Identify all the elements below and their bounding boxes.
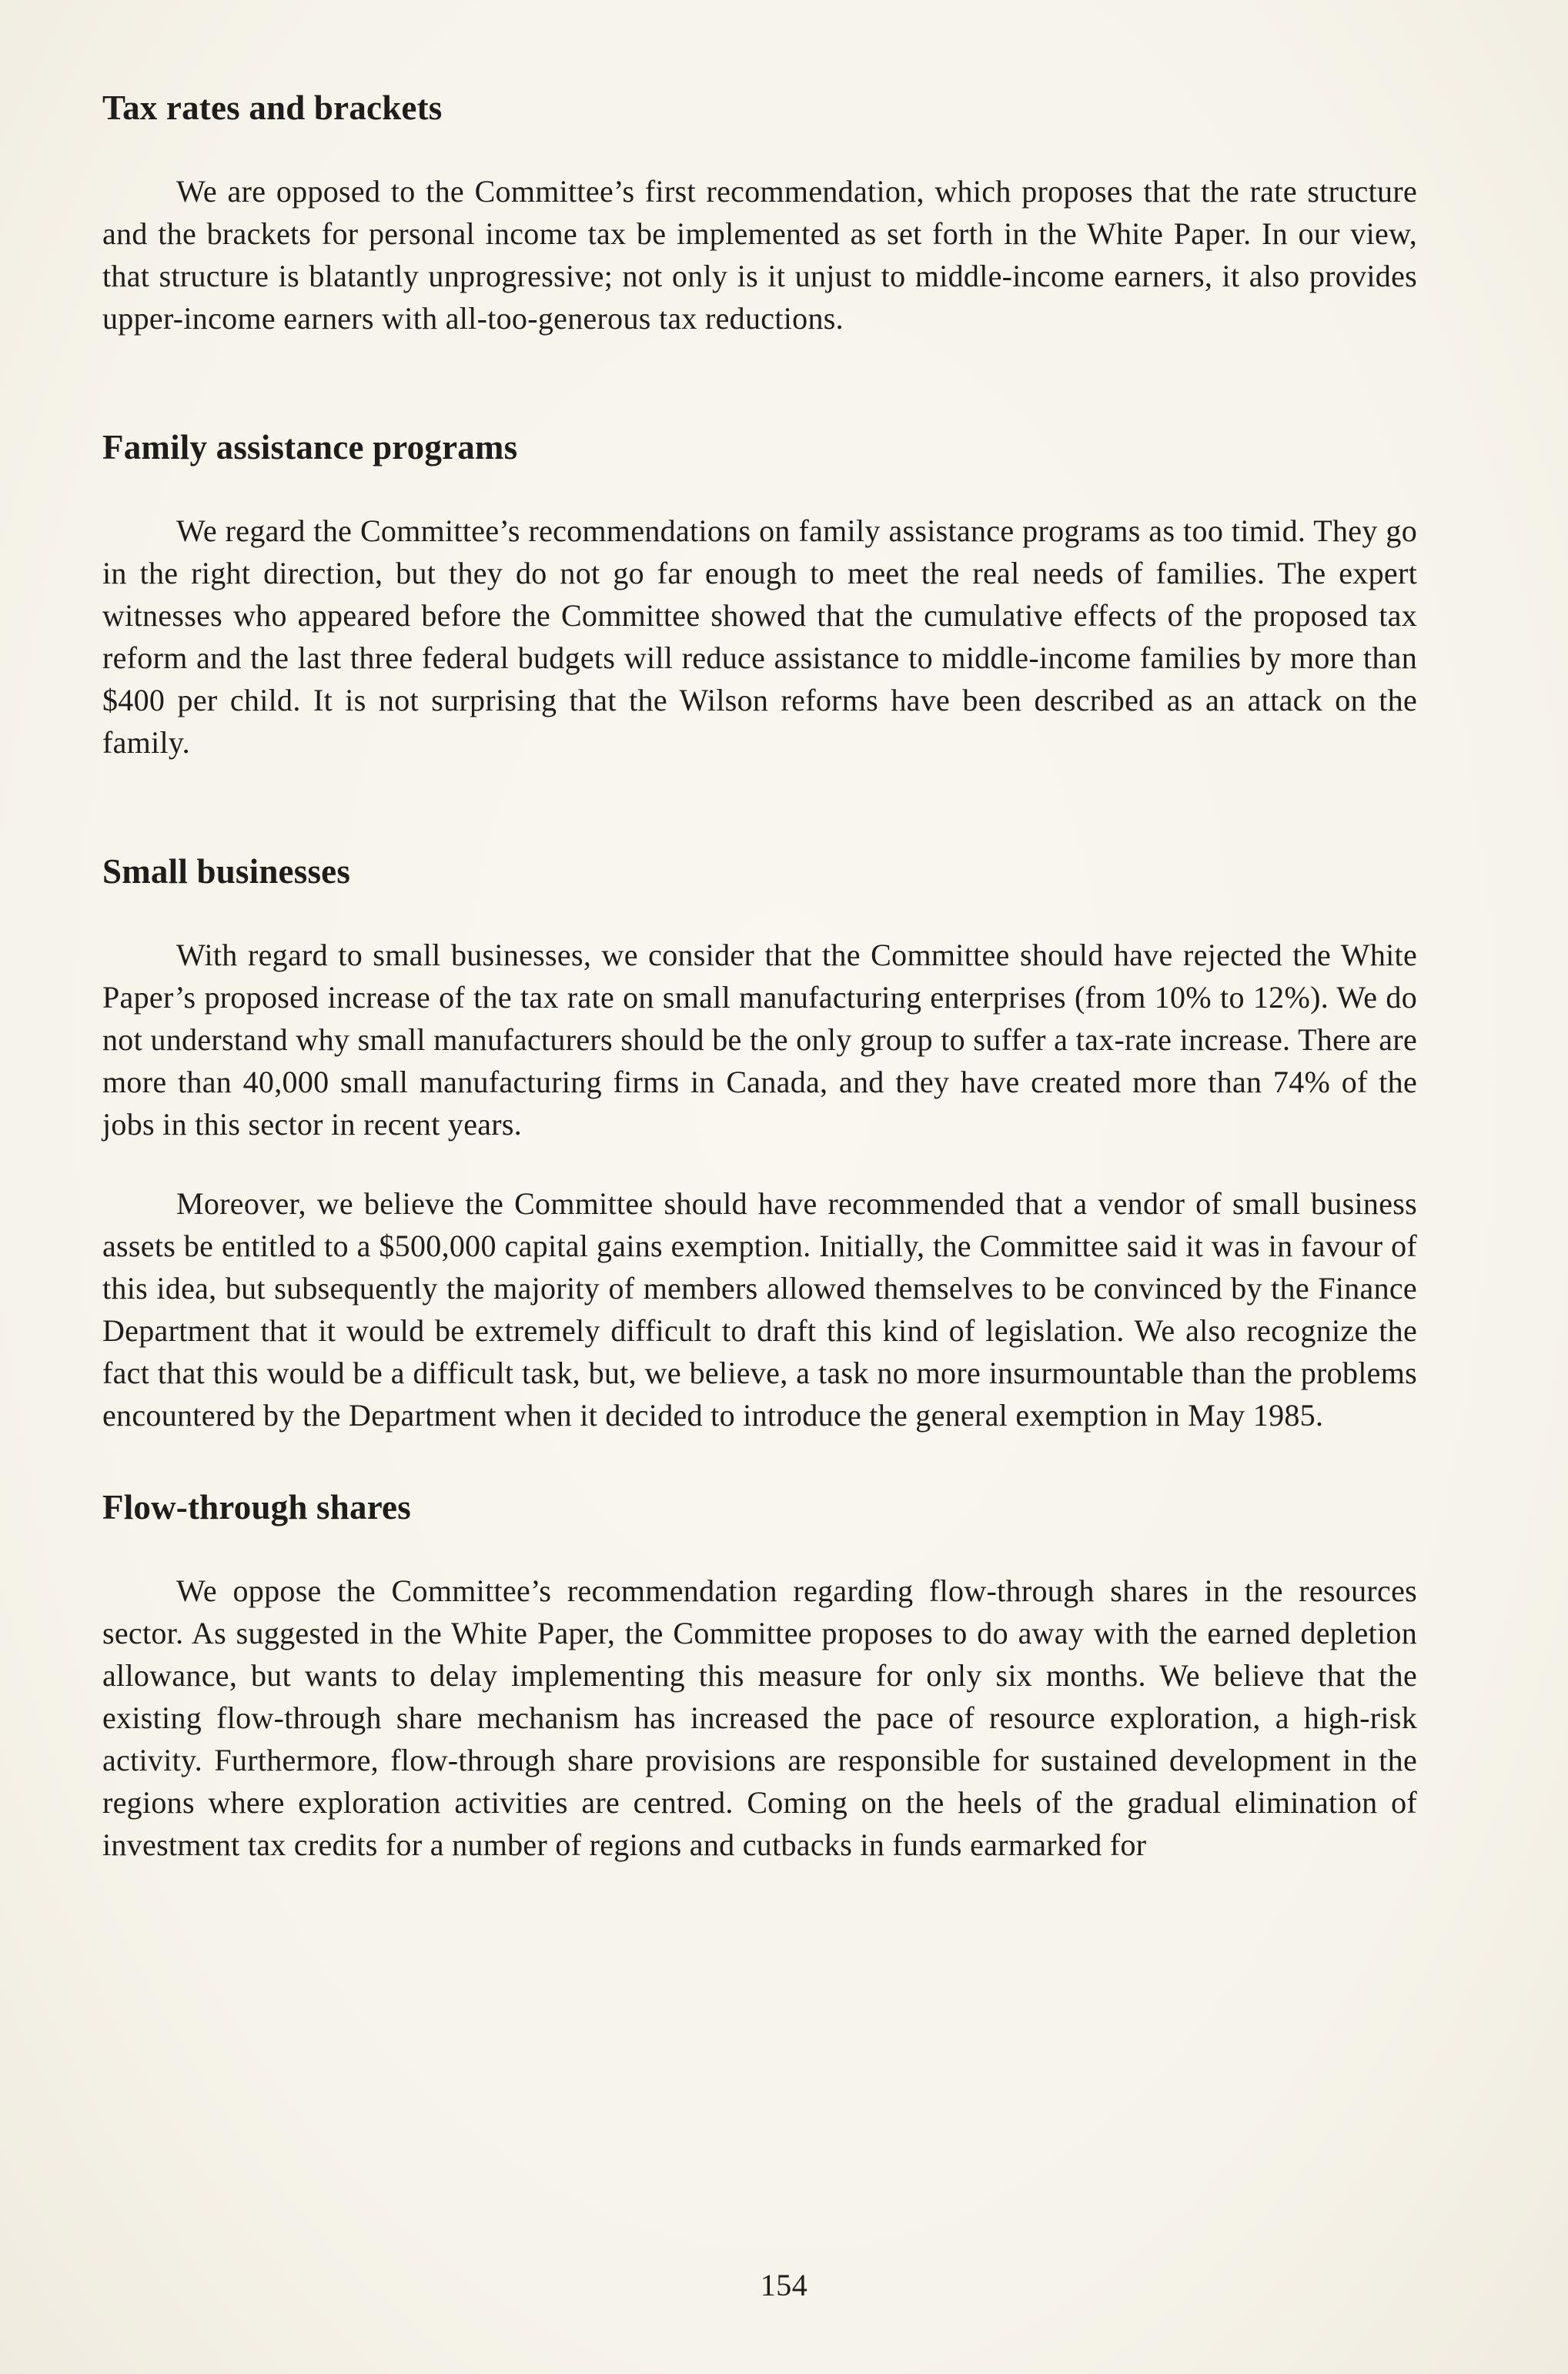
section-heading: Tax rates and brackets [102,89,443,127]
page-body [102,91,1417,1866]
section-flow-through-shares [102,1490,1417,1866]
paragraph: Moreover, we believe the Committee should have recommended that a vendor of small business assets be entitled to a $500,000 capital gains exemption. Initially, the Committee said it was in favour of this idea, but subsequently the majority of members allowed themselves to be convinced by the Finance Department that it would be extremely difficult to draft this kind of legislation. We also recognize the fact that this would be a difficult task, but, we believe, a task no more insurmountable than the problems encountered by the Department when it decided to introduce the general exemption in May 1985. [102,1186,1417,1433]
section-heading: Small businesses [102,852,351,891]
page-number: 154 [760,2268,808,2302]
paragraph: We oppose the Committee’s recommendation regarding flow-through shares in the resources sector. As suggested in the White Paper, the Committee proposes to do away with the earned depletion allowance, but wants to delay implementing this measure for only six months. We believe that the existing flow-through share mechanism has increased the pace of resource exploration, a high-risk activity. Furthermore, flow-through share provisions are responsible for sustained development in the regions where exploration activities are centred. Coming on the heels of the gradual elimination of investment tax credits for a number of regions and cutbacks in funds earmarked for [102,1573,1417,1862]
section-family-assistance [102,430,1417,764]
paragraph: With regard to small businesses, we consider that the Committee should have rejected the White Paper’s proposed increase of the tax rate on small manufacturing enterprises (from 10% to 12%). We do not understand why small manufacturers should be the only group to suffer a tax-rate increase. There are more than 40,000 small manufacturing firms in Canada, and they have created more than 74% of the jobs in this sector in recent years. [102,938,1417,1142]
section-heading: Flow-through shares [102,1488,411,1526]
section-tax-rates [102,91,1417,339]
paragraph: We are opposed to the Committee’s first recommendation, which proposes that the rate structure and the brackets for personal income tax be implemented as set forth in the White Paper. In our view, that structure is blatantly unprogressive; not only is it unjust to middle-income earners, it also provides upper-income earners with all-too-generous tax reductions. [102,174,1417,336]
paragraph: We regard the Committee’s recommendations on family assistance programs as too timid. They go in the right direction, but they do not go far enough to meet the real needs of families. The expert witnesses who appeared before the Committee showed that the cumulative effects of the proposed tax reform and the last three federal budgets will reduce assistance to middle-income families by more than $400 per child. It is not surprising that the Wilson reforms have been described as an attack on the family. [102,513,1417,760]
section-small-businesses [102,854,1417,1436]
section-heading: Family assistance programs [102,428,518,466]
